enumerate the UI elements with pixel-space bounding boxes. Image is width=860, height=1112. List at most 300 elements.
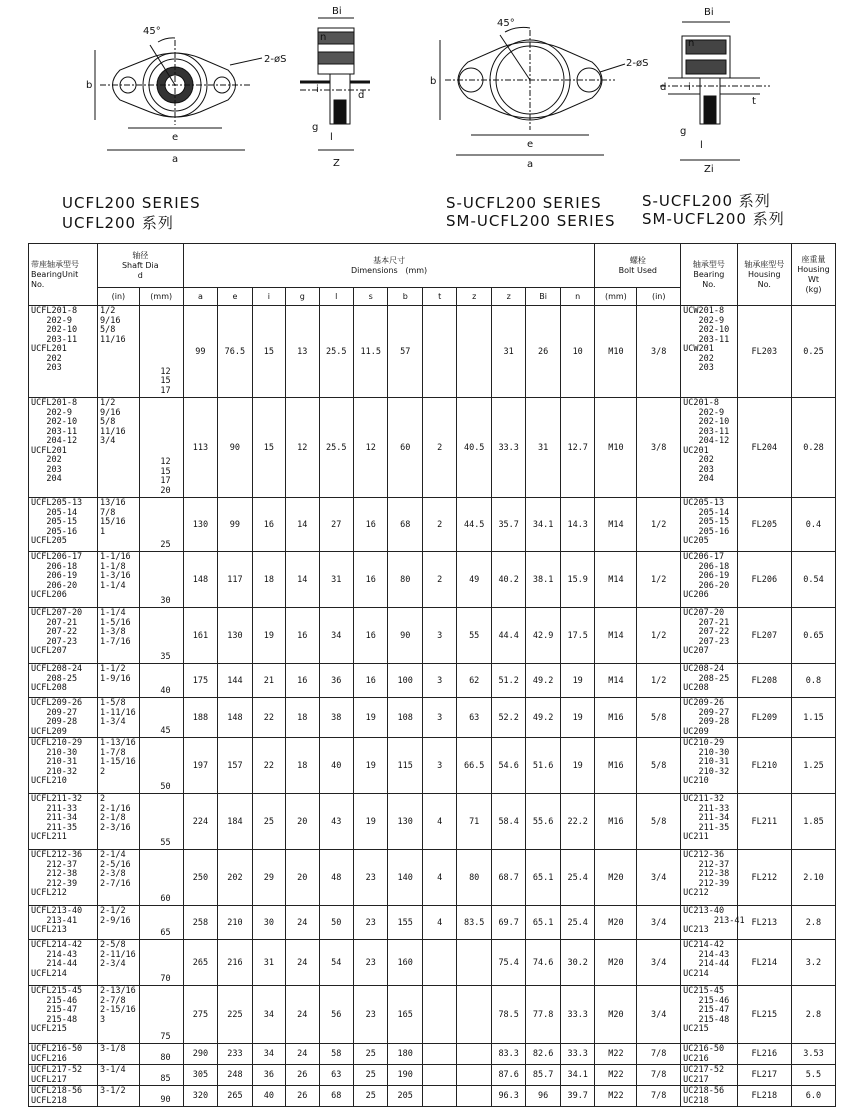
cell-e: 265 bbox=[218, 1086, 252, 1107]
cell-bolt-in: 5/8 bbox=[637, 738, 681, 794]
cell-unit: UCFL216-50 UCFL216 bbox=[29, 1044, 98, 1065]
cell-b: 205 bbox=[388, 1086, 422, 1107]
cell-housing: FL215 bbox=[737, 986, 791, 1044]
cell-unit: UCFL212-36 212-37 212-38 212-39 UCFL212 bbox=[29, 850, 98, 906]
cell-l: 25.5 bbox=[319, 398, 353, 498]
cell-a: 305 bbox=[183, 1065, 217, 1086]
table-row bbox=[29, 608, 836, 664]
cell-housing: FL206 bbox=[737, 552, 791, 608]
cell-z2: 31 bbox=[491, 306, 525, 398]
cell-n: 17.5 bbox=[560, 608, 595, 664]
cell-in: 13/16 7/8 15/16 1 bbox=[97, 498, 139, 552]
cell-n: 39.7 bbox=[560, 1086, 595, 1107]
right-dim-label: e bbox=[527, 139, 534, 150]
cell-bi: 31 bbox=[526, 398, 560, 498]
cell-z2: 44.4 bbox=[491, 608, 525, 664]
cell-z1: 40.5 bbox=[457, 398, 491, 498]
cell-s: 19 bbox=[354, 794, 388, 850]
cell-l: 68 bbox=[319, 1086, 353, 1107]
cell-e: 76.5 bbox=[218, 306, 252, 398]
cell-s: 12 bbox=[354, 398, 388, 498]
cell-in: 2 2-1/16 2-1/8 2-3/16 bbox=[97, 794, 139, 850]
cell-in: 1-1/16 1-1/8 1-3/16 1-1/4 bbox=[97, 552, 139, 608]
cell-i: 36 bbox=[252, 1065, 285, 1086]
cell-z1 bbox=[457, 986, 491, 1044]
cell-z1: 49 bbox=[457, 552, 491, 608]
cell-z1: 44.5 bbox=[457, 498, 491, 552]
cell-a: 188 bbox=[183, 698, 217, 738]
cell-l: 43 bbox=[319, 794, 353, 850]
subheader-cell: Bi bbox=[526, 288, 560, 306]
cell-bearing: UC201-8 202-9 202-10 203-11 204-12 UC201 202 203 204 bbox=[681, 398, 737, 498]
cell-mm: 30 bbox=[139, 552, 183, 608]
cell-e: 130 bbox=[218, 608, 252, 664]
left-dim-label: d bbox=[358, 90, 365, 101]
left-dim-label: e bbox=[172, 132, 179, 143]
subheader-cell: e bbox=[218, 288, 252, 306]
ucfl-side-view bbox=[300, 18, 370, 150]
cell-bolt-mm: M20 bbox=[595, 906, 637, 940]
right-dim-label: Bi bbox=[704, 7, 714, 18]
cell-mm: 55 bbox=[139, 794, 183, 850]
cell-bolt-in: 3/8 bbox=[637, 398, 681, 498]
cell-g: 16 bbox=[286, 664, 319, 698]
cell-bolt-in: 1/2 bbox=[637, 552, 681, 608]
cell-bi: 38.1 bbox=[526, 552, 560, 608]
cell-t: 4 bbox=[422, 794, 456, 850]
cell-i: 30 bbox=[252, 906, 285, 940]
header-weight: 座重量 Housing Wt (kg) bbox=[791, 244, 835, 306]
cell-e: 202 bbox=[218, 850, 252, 906]
dimension-table bbox=[28, 243, 836, 1107]
cell-g: 24 bbox=[286, 906, 319, 940]
cell-i: 29 bbox=[252, 850, 285, 906]
cell-bearing: UC206-17 206-18 206-19 206-20 UC206 bbox=[681, 552, 737, 608]
table-row bbox=[29, 794, 836, 850]
cell-n: 10 bbox=[560, 306, 595, 398]
cell-z1 bbox=[457, 940, 491, 986]
cell-n: 33.3 bbox=[560, 986, 595, 1044]
cell-bolt-mm: M22 bbox=[595, 1044, 637, 1065]
cell-l: 38 bbox=[319, 698, 353, 738]
series-title-mid: S-UCFL200 SERIES bbox=[446, 194, 602, 212]
right-dim-label: a bbox=[527, 159, 534, 170]
cell-bi: 85.7 bbox=[526, 1065, 560, 1086]
cell-bi: 26 bbox=[526, 306, 560, 398]
cell-wt: 1.85 bbox=[791, 794, 835, 850]
cell-g: 13 bbox=[286, 306, 319, 398]
header-bolt: 螺栓 Bolt Used bbox=[595, 244, 681, 288]
cell-bearing: UC210-29 210-30 210-31 210-32 UC210 bbox=[681, 738, 737, 794]
cell-s: 16 bbox=[354, 498, 388, 552]
cell-t bbox=[422, 1086, 456, 1107]
cell-s: 23 bbox=[354, 986, 388, 1044]
cell-s: 23 bbox=[354, 940, 388, 986]
cell-bolt-mm: M22 bbox=[595, 1065, 637, 1086]
cell-bi: 65.1 bbox=[526, 906, 560, 940]
cell-bolt-in: 3/4 bbox=[637, 940, 681, 986]
cell-t: 4 bbox=[422, 906, 456, 940]
cell-i: 15 bbox=[252, 398, 285, 498]
subheader-cell: (mm) bbox=[139, 288, 183, 306]
cell-z2: 68.7 bbox=[491, 850, 525, 906]
cell-b: 90 bbox=[388, 608, 422, 664]
cell-a: 258 bbox=[183, 906, 217, 940]
cell-z2: 69.7 bbox=[491, 906, 525, 940]
cell-bolt-mm: M14 bbox=[595, 608, 637, 664]
cell-s: 16 bbox=[354, 552, 388, 608]
cell-in: 1/2 9/16 5/8 11/16 3/4 bbox=[97, 398, 139, 498]
right-dim-label: n bbox=[688, 38, 695, 49]
cell-l: 36 bbox=[319, 664, 353, 698]
cell-b: 100 bbox=[388, 664, 422, 698]
cell-t bbox=[422, 1044, 456, 1065]
header-bearing: 轴承型号 Bearing No. bbox=[681, 244, 737, 306]
cell-e: 99 bbox=[218, 498, 252, 552]
s-ucfl-side-view bbox=[660, 22, 770, 160]
cell-unit: UCFL201-8 202-9 202-10 203-11 UCFL201 202 203 bbox=[29, 306, 98, 398]
cell-a: 175 bbox=[183, 664, 217, 698]
cell-l: 54 bbox=[319, 940, 353, 986]
cell-wt: 1.15 bbox=[791, 698, 835, 738]
series-title-right-cn-2: SM-UCFL200 系列 bbox=[642, 210, 785, 228]
cell-a: 161 bbox=[183, 608, 217, 664]
cell-e: 184 bbox=[218, 794, 252, 850]
table-row bbox=[29, 850, 836, 906]
cell-g: 20 bbox=[286, 794, 319, 850]
cell-mm: 65 bbox=[139, 906, 183, 940]
subheader-cell: i bbox=[252, 288, 285, 306]
cell-bi: 51.6 bbox=[526, 738, 560, 794]
cell-g: 26 bbox=[286, 1065, 319, 1086]
cell-b: 80 bbox=[388, 552, 422, 608]
ucfl-front-view bbox=[95, 38, 262, 150]
cell-z1: 63 bbox=[457, 698, 491, 738]
left-dim-label: b bbox=[86, 80, 93, 91]
cell-housing: FL213 bbox=[737, 906, 791, 940]
cell-bolt-mm: M10 bbox=[595, 398, 637, 498]
cell-bolt-mm: M14 bbox=[595, 498, 637, 552]
cell-z2: 54.6 bbox=[491, 738, 525, 794]
cell-t: 3 bbox=[422, 738, 456, 794]
cell-wt: 0.4 bbox=[791, 498, 835, 552]
cell-wt: 3.2 bbox=[791, 940, 835, 986]
cell-housing: FL204 bbox=[737, 398, 791, 498]
cell-e: 216 bbox=[218, 940, 252, 986]
cell-b: 108 bbox=[388, 698, 422, 738]
cell-t: 2 bbox=[422, 498, 456, 552]
cell-unit: UCFL213-40 213-41 UCFL213 bbox=[29, 906, 98, 940]
cell-bolt-in: 5/8 bbox=[637, 794, 681, 850]
cell-bi: 55.6 bbox=[526, 794, 560, 850]
subheader-cell: g bbox=[286, 288, 319, 306]
cell-bearing: UC211-32 211-33 211-34 211-35 UC211 bbox=[681, 794, 737, 850]
cell-b: 130 bbox=[388, 794, 422, 850]
cell-t: 3 bbox=[422, 608, 456, 664]
subheader-cell: (in) bbox=[97, 288, 139, 306]
cell-i: 21 bbox=[252, 664, 285, 698]
cell-housing: FL217 bbox=[737, 1065, 791, 1086]
cell-mm: 50 bbox=[139, 738, 183, 794]
cell-unit: UCFL215-45 215-46 215-47 215-48 UCFL215 bbox=[29, 986, 98, 1044]
cell-z2: 83.3 bbox=[491, 1044, 525, 1065]
cell-bolt-in: 1/2 bbox=[637, 498, 681, 552]
series-title-left-cn: UCFL200 系列 bbox=[62, 214, 174, 232]
cell-b: 190 bbox=[388, 1065, 422, 1086]
header-unit: 带座轴承型号 BearingUnit No. bbox=[29, 244, 98, 306]
cell-housing: FL207 bbox=[737, 608, 791, 664]
cell-bi: 34.1 bbox=[526, 498, 560, 552]
cell-bearing: UC215-45 215-46 215-47 215-48 UC215 bbox=[681, 986, 737, 1044]
cell-g: 14 bbox=[286, 552, 319, 608]
cell-e: 144 bbox=[218, 664, 252, 698]
cell-g: 12 bbox=[286, 398, 319, 498]
cell-g: 24 bbox=[286, 986, 319, 1044]
cell-in: 3-1/8 bbox=[97, 1044, 139, 1065]
cell-bolt-mm: M20 bbox=[595, 940, 637, 986]
cell-z1: 83.5 bbox=[457, 906, 491, 940]
cell-bolt-mm: M16 bbox=[595, 698, 637, 738]
cell-a: 148 bbox=[183, 552, 217, 608]
left-dim-label: g bbox=[312, 122, 319, 133]
cell-mm: 85 bbox=[139, 1065, 183, 1086]
cell-a: 99 bbox=[183, 306, 217, 398]
cell-i: 15 bbox=[252, 306, 285, 398]
cell-in: 2-5/8 2-11/16 2-3/4 bbox=[97, 940, 139, 986]
cell-in: 1-1/2 1-9/16 bbox=[97, 664, 139, 698]
subheader-cell: z bbox=[491, 288, 525, 306]
cell-t: 3 bbox=[422, 664, 456, 698]
cell-mm: 75 bbox=[139, 986, 183, 1044]
cell-g: 24 bbox=[286, 940, 319, 986]
cell-l: 63 bbox=[319, 1065, 353, 1086]
cell-z1 bbox=[457, 1086, 491, 1107]
cell-b: 57 bbox=[388, 306, 422, 398]
cell-t: 3 bbox=[422, 698, 456, 738]
header-shaft: 轴径 Shaft Dia d bbox=[97, 244, 183, 288]
cell-e: 148 bbox=[218, 698, 252, 738]
cell-s: 23 bbox=[354, 850, 388, 906]
cell-e: 233 bbox=[218, 1044, 252, 1065]
cell-e: 117 bbox=[218, 552, 252, 608]
right-dim-label: i bbox=[688, 82, 691, 93]
cell-b: 140 bbox=[388, 850, 422, 906]
cell-s: 11.5 bbox=[354, 306, 388, 398]
subheader-cell: z bbox=[457, 288, 491, 306]
table-row bbox=[29, 1086, 836, 1107]
cell-wt: 5.5 bbox=[791, 1065, 835, 1086]
subheader-cell: t bbox=[422, 288, 456, 306]
cell-bi: 49.2 bbox=[526, 698, 560, 738]
cell-bearing: UC205-13 205-14 205-15 205-16 UC205 bbox=[681, 498, 737, 552]
cell-e: 157 bbox=[218, 738, 252, 794]
cell-mm: 60 bbox=[139, 850, 183, 906]
table-row bbox=[29, 906, 836, 940]
cell-unit: UCFL201-8 202-9 202-10 203-11 204-12 UCFL201 202 203 204 bbox=[29, 398, 98, 498]
cell-n: 19 bbox=[560, 664, 595, 698]
cell-l: 31 bbox=[319, 552, 353, 608]
cell-bearing: UC213-40 213-41 UC213 bbox=[681, 906, 737, 940]
cell-bolt-mm: M20 bbox=[595, 850, 637, 906]
cell-n: 30.2 bbox=[560, 940, 595, 986]
cell-b: 60 bbox=[388, 398, 422, 498]
cell-a: 265 bbox=[183, 940, 217, 986]
cell-bolt-mm: M22 bbox=[595, 1086, 637, 1107]
cell-g: 26 bbox=[286, 1086, 319, 1107]
cell-i: 18 bbox=[252, 552, 285, 608]
cell-bearing: UC212-36 212-37 212-38 212-39 UC212 bbox=[681, 850, 737, 906]
cell-t bbox=[422, 1065, 456, 1086]
subheader-cell: l bbox=[319, 288, 353, 306]
cell-bolt-in: 7/8 bbox=[637, 1044, 681, 1065]
cell-bi: 42.9 bbox=[526, 608, 560, 664]
cell-n: 34.1 bbox=[560, 1065, 595, 1086]
series-title-mid-2: SM-UCFL200 SERIES bbox=[446, 212, 616, 230]
cell-wt: 6.0 bbox=[791, 1086, 835, 1107]
cell-e: 210 bbox=[218, 906, 252, 940]
cell-mm: 70 bbox=[139, 940, 183, 986]
cell-t: 2 bbox=[422, 398, 456, 498]
cell-unit: UCFL211-32 211-33 211-34 211-35 UCFL211 bbox=[29, 794, 98, 850]
cell-in: 2-13/16 2-7/8 2-15/16 3 bbox=[97, 986, 139, 1044]
cell-bolt-in: 3/4 bbox=[637, 986, 681, 1044]
cell-z1: 55 bbox=[457, 608, 491, 664]
cell-housing: FL218 bbox=[737, 1086, 791, 1107]
table-row bbox=[29, 552, 836, 608]
cell-unit: UCFL206-17 206-18 206-19 206-20 UCFL206 bbox=[29, 552, 98, 608]
cell-i: 40 bbox=[252, 1086, 285, 1107]
cell-l: 27 bbox=[319, 498, 353, 552]
cell-z1: 62 bbox=[457, 664, 491, 698]
cell-housing: FL216 bbox=[737, 1044, 791, 1065]
cell-t bbox=[422, 940, 456, 986]
header-dimensions: 基本尺寸 Dimensions (mm) bbox=[183, 244, 595, 288]
right-dim-label: l bbox=[700, 140, 703, 151]
cell-bearing: UC217-52 UC217 bbox=[681, 1065, 737, 1086]
cell-n: 19 bbox=[560, 698, 595, 738]
cell-l: 40 bbox=[319, 738, 353, 794]
cell-housing: FL203 bbox=[737, 306, 791, 398]
cell-z2: 87.6 bbox=[491, 1065, 525, 1086]
cell-z1 bbox=[457, 1044, 491, 1065]
header-housing: 轴承座型号 Housing No. bbox=[737, 244, 791, 306]
subheader-cell: a bbox=[183, 288, 217, 306]
cell-l: 25.5 bbox=[319, 306, 353, 398]
cell-wt: 0.65 bbox=[791, 608, 835, 664]
table-row bbox=[29, 398, 836, 498]
cell-b: 155 bbox=[388, 906, 422, 940]
cell-i: 22 bbox=[252, 698, 285, 738]
cell-mm: 12 15 17 bbox=[139, 306, 183, 398]
cell-t bbox=[422, 986, 456, 1044]
cell-wt: 0.54 bbox=[791, 552, 835, 608]
cell-bearing: UC214-42 214-43 214-44 UC214 bbox=[681, 940, 737, 986]
table-row bbox=[29, 940, 836, 986]
cell-i: 34 bbox=[252, 1044, 285, 1065]
table-row bbox=[29, 664, 836, 698]
cell-unit: UCFL205-13 205-14 205-15 205-16 UCFL205 bbox=[29, 498, 98, 552]
cell-bolt-mm: M16 bbox=[595, 794, 637, 850]
cell-wt: 3.53 bbox=[791, 1044, 835, 1065]
s-ucfl-front-view bbox=[440, 27, 625, 155]
cell-l: 50 bbox=[319, 906, 353, 940]
cell-wt: 0.28 bbox=[791, 398, 835, 498]
cell-a: 290 bbox=[183, 1044, 217, 1065]
cell-wt: 2.10 bbox=[791, 850, 835, 906]
cell-unit: UCFL209-26 209-27 209-28 UCFL209 bbox=[29, 698, 98, 738]
cell-t: 4 bbox=[422, 850, 456, 906]
subheader-cell: n bbox=[560, 288, 595, 306]
cell-z2: 52.2 bbox=[491, 698, 525, 738]
cell-b: 165 bbox=[388, 986, 422, 1044]
cell-n: 33.3 bbox=[560, 1044, 595, 1065]
cell-bolt-in: 1/2 bbox=[637, 664, 681, 698]
cell-i: 19 bbox=[252, 608, 285, 664]
cell-bolt-in: 1/2 bbox=[637, 608, 681, 664]
cell-in: 1-13/16 1-7/8 1-15/16 2 bbox=[97, 738, 139, 794]
cell-l: 56 bbox=[319, 986, 353, 1044]
right-dim-label: d bbox=[660, 82, 667, 93]
cell-a: 250 bbox=[183, 850, 217, 906]
cell-n: 12.7 bbox=[560, 398, 595, 498]
cell-z2: 40.2 bbox=[491, 552, 525, 608]
subheader-cell: s bbox=[354, 288, 388, 306]
cell-t: 2 bbox=[422, 552, 456, 608]
cell-in: 3-1/2 bbox=[97, 1086, 139, 1107]
cell-b: 68 bbox=[388, 498, 422, 552]
cell-bolt-in: 3/8 bbox=[637, 306, 681, 398]
cell-g: 20 bbox=[286, 850, 319, 906]
cell-g: 16 bbox=[286, 608, 319, 664]
cell-bolt-in: 3/4 bbox=[637, 850, 681, 906]
cell-in: 2-1/2 2-9/16 bbox=[97, 906, 139, 940]
subheader-cell: (mm) bbox=[595, 288, 637, 306]
cell-s: 23 bbox=[354, 906, 388, 940]
cell-housing: FL211 bbox=[737, 794, 791, 850]
cell-z1: 71 bbox=[457, 794, 491, 850]
cell-housing: FL214 bbox=[737, 940, 791, 986]
cell-e: 225 bbox=[218, 986, 252, 1044]
cell-z1 bbox=[457, 306, 491, 398]
cell-z2: 75.4 bbox=[491, 940, 525, 986]
series-title-right-cn: S-UCFL200 系列 bbox=[642, 192, 771, 210]
cell-bi: 77.8 bbox=[526, 986, 560, 1044]
cell-b: 160 bbox=[388, 940, 422, 986]
cell-mm: 45 bbox=[139, 698, 183, 738]
cell-z2: 51.2 bbox=[491, 664, 525, 698]
left-dim-label: l bbox=[330, 132, 333, 143]
cell-bearing: UC207-20 207-21 207-22 207-23 UC207 bbox=[681, 608, 737, 664]
table-row bbox=[29, 498, 836, 552]
cell-bolt-mm: M20 bbox=[595, 986, 637, 1044]
cell-in: 1-1/4 1-5/16 1-3/8 1-7/16 bbox=[97, 608, 139, 664]
cell-wt: 1.25 bbox=[791, 738, 835, 794]
cell-z2: 33.3 bbox=[491, 398, 525, 498]
cell-a: 130 bbox=[183, 498, 217, 552]
cell-g: 18 bbox=[286, 698, 319, 738]
cell-a: 275 bbox=[183, 986, 217, 1044]
cell-bearing: UC216-50 UC216 bbox=[681, 1044, 737, 1065]
cell-in: 2-1/4 2-5/16 2-3/8 2-7/16 bbox=[97, 850, 139, 906]
right-dim-label: Zi bbox=[704, 164, 714, 175]
cell-bearing: UC208-24 208-25 UC208 bbox=[681, 664, 737, 698]
table-row bbox=[29, 986, 836, 1044]
cell-z1 bbox=[457, 1065, 491, 1086]
cell-mm: 80 bbox=[139, 1044, 183, 1065]
cell-mm: 90 bbox=[139, 1086, 183, 1107]
cell-wt: 0.25 bbox=[791, 306, 835, 398]
right-bolt-label: 2-øS bbox=[626, 58, 649, 69]
